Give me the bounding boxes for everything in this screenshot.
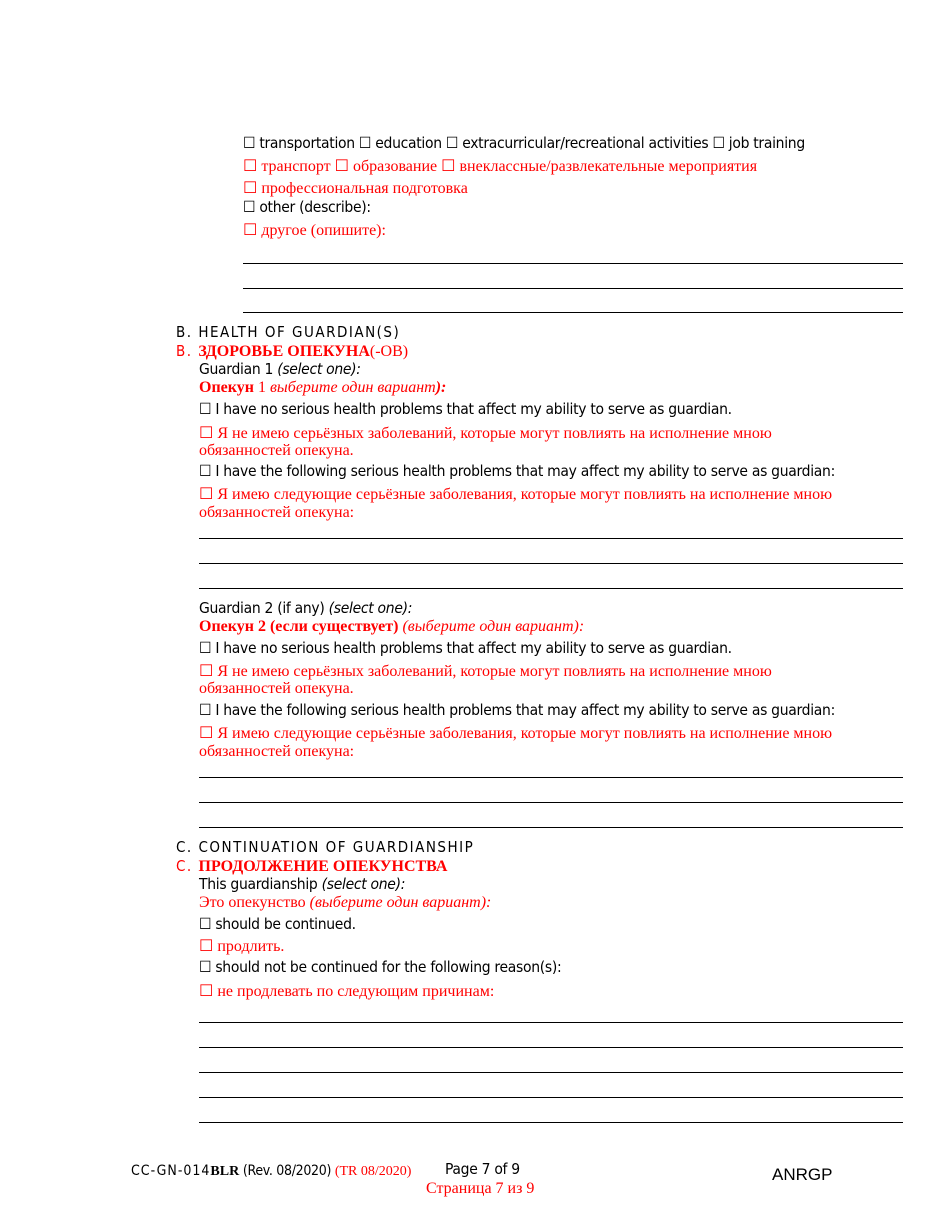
page-number-ru: Страница 7 из 9 <box>426 1180 535 1197</box>
guardian2-label-en-text: Guardian 2 (if any) <box>199 599 329 617</box>
guardian1-label-en-ital: (select one): <box>277 360 361 378</box>
continue-option-ru[interactable]: ☐ продлить. <box>199 938 285 955</box>
reasons-line-5[interactable] <box>199 1122 903 1123</box>
form-id-prefix: CC-GN-014 <box>131 1163 211 1179</box>
guardian1-label-ru-close: ): <box>435 379 447 396</box>
guardian1-label-ru-bold: Опекун <box>199 379 258 396</box>
continue-option-en[interactable]: ☐ should be continued. <box>199 915 356 933</box>
continuation-intro-en <box>199 875 405 893</box>
activities-options-en[interactable]: ☐ transportation ☐ education ☐ extracurricular/recreational activities ☐ job training <box>243 134 805 152</box>
not-continue-option-ru[interactable]: ☐ не продлевать по следующим причинам: <box>199 983 495 1000</box>
guardian1-problems-option-en[interactable]: ☐ I have the following serious health problems that may affect my ability to serve as guardian: <box>199 462 835 480</box>
other-option-ru[interactable]: ☐ другое (опишите): <box>243 222 386 239</box>
reasons-line-1[interactable] <box>199 1022 903 1023</box>
guardian2-problems-line-1[interactable] <box>199 777 903 778</box>
reasons-line-3[interactable] <box>199 1072 903 1073</box>
section-c-heading-ru <box>176 857 447 876</box>
guardian2-label-en <box>199 599 412 617</box>
form-id-bold: BLR <box>210 1164 240 1179</box>
form-code: ANRGP <box>772 1165 833 1184</box>
other-describe-line-3[interactable] <box>243 312 903 313</box>
section-b-heading-en: B. HEALTH OF GUARDIAN(S) <box>176 323 401 341</box>
continuation-intro-ru <box>199 894 491 912</box>
continuation-intro-ru-ital: (выберите один вариант): <box>309 894 492 911</box>
guardian1-label-ru <box>199 379 446 397</box>
section-b-heading-ru-prefix: B. <box>176 342 199 360</box>
guardian1-label-ru-num: 1 <box>257 379 270 396</box>
section-b-heading-ru-bold: ЗДОРОВЬЕ ОПЕКУНА <box>198 343 370 360</box>
continuation-intro-en-ital: (select one): <box>321 875 406 893</box>
section-c-heading-ru-bold: ПРОДОЛЖЕНИЕ ОПЕКУНСТВА <box>198 858 448 875</box>
guardian2-no-problems-option-ru-cont: обязанностей опекуна. <box>199 680 354 697</box>
guardian1-problems-line-3[interactable] <box>199 588 903 589</box>
not-continue-option-en[interactable]: ☐ should not be continued for the following reason(s): <box>199 958 562 976</box>
guardian2-label-ru <box>199 618 584 636</box>
guardian1-problems-option-ru-cont: обязанностей опекуна: <box>199 504 355 521</box>
other-describe-line-2[interactable] <box>243 288 903 289</box>
guardian1-no-problems-option-ru[interactable]: ☐ Я не имею серьёзных заболеваний, которые могут повлиять на исполнение мною <box>199 425 772 442</box>
other-option-en[interactable]: ☐ other (describe): <box>243 198 371 216</box>
guardian1-problems-line-1[interactable] <box>199 538 903 539</box>
guardian2-problems-option-ru-cont: обязанностей опекуна: <box>199 743 355 760</box>
guardian1-label-en-text: Guardian 1 <box>199 360 278 378</box>
guardian2-problems-line-3[interactable] <box>199 827 903 828</box>
continuation-intro-en-text: This guardianship <box>199 875 322 893</box>
section-c-heading-ru-prefix: C. <box>176 857 199 875</box>
page-number-en: Page 7 of 9 <box>445 1160 520 1178</box>
guardian1-problems-line-2[interactable] <box>199 563 903 564</box>
guardian1-no-problems-option-en[interactable]: ☐ I have no serious health problems that affect my ability to serve as guardian. <box>199 400 732 418</box>
job-training-option-ru[interactable]: ☐ профессиональная подготовка <box>243 180 468 197</box>
section-b-heading-ru-suffix: (-ОВ) <box>369 343 409 360</box>
form-rev: (Rev. 08/2020) <box>239 1163 335 1179</box>
reasons-line-2[interactable] <box>199 1047 903 1048</box>
form-tr: (TR 08/2020) <box>334 1164 412 1179</box>
other-describe-line-1[interactable] <box>243 263 903 264</box>
guardian1-no-problems-option-ru-cont: обязанностей опекуна. <box>199 442 354 459</box>
guardian1-problems-option-ru[interactable]: ☐ Я имею следующие серьёзные заболевания, которые могут повлиять на исполнение мною <box>199 486 833 503</box>
guardian2-no-problems-option-en[interactable]: ☐ I have no serious health problems that affect my ability to serve as guardian. <box>199 639 732 657</box>
reasons-line-4[interactable] <box>199 1097 903 1098</box>
section-b-heading-ru <box>176 342 408 361</box>
section-c-heading-en: C. CONTINUATION OF GUARDIANSHIP <box>176 838 475 856</box>
guardian2-no-problems-option-ru[interactable]: ☐ Я не имею серьёзных заболеваний, которые могут повлиять на исполнение мною <box>199 663 772 680</box>
form-id <box>131 1160 411 1180</box>
guardian2-problems-option-en[interactable]: ☐ I have the following serious health problems that may affect my ability to serve as guardian: <box>199 701 835 719</box>
guardian2-label-ru-ital: (выберите один вариант): <box>402 618 585 635</box>
activities-options-ru[interactable]: ☐ транспорт ☐ образование ☐ внеклассные/развлекательные мероприятия <box>243 158 758 175</box>
continuation-intro-ru-text: Это опекунство <box>199 894 310 911</box>
guardian1-label-en <box>199 360 361 378</box>
guardian1-label-ru-ital: выберите один вариант <box>269 379 436 396</box>
guardian2-label-ru-bold: Опекун 2 (если существует) <box>199 618 403 635</box>
guardian2-label-en-ital: (select one): <box>328 599 413 617</box>
guardian2-problems-option-ru[interactable]: ☐ Я имею следующие серьёзные заболевания, которые могут повлиять на исполнение мною <box>199 725 833 742</box>
guardian2-problems-line-2[interactable] <box>199 802 903 803</box>
